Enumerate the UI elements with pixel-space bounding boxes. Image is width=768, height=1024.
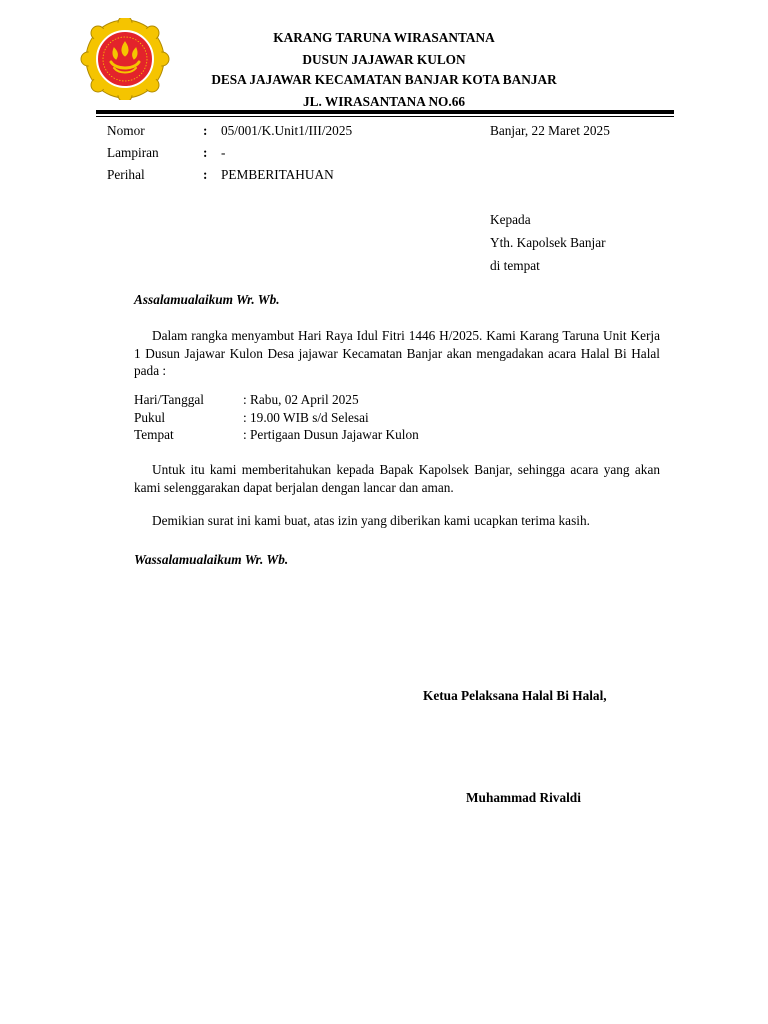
perihal-label: Perihal: [107, 167, 145, 182]
lampiran-colon: :: [203, 145, 208, 160]
event-day-value: : Rabu, 02 April 2025: [243, 392, 359, 407]
recipient-kepada: Kepada: [490, 212, 531, 227]
recipient-place: di tempat: [490, 258, 540, 273]
recipient-name: Yth. Kapolsek Banjar: [490, 235, 606, 250]
signature-title: Ketua Pelaksana Halal Bi Halal,: [423, 688, 607, 703]
body-paragraph-notice: Untuk itu kami memberitahukan kepada Bapak Kapolsek Banjar, sehingga acara yang akan kami selenggarakan dapat berjalan dengan lancar dan aman.: [134, 462, 660, 495]
body-paragraph-intro: Dalam rangka menyambut Hari Raya Idul Fitri 1446 H/2025. Kami Karang Taruna Unit Kerja 1 Dusun Jajawar Kulon Desa jajawar Kecamatan Banjar akan mengadakan acara Halal Bi Halal pada :: [134, 328, 660, 378]
body-paragraph-closing: Demikian surat ini kami buat, atas izin yang diberikan kami ucapkan terima kasih.: [152, 513, 590, 528]
event-time-label: Pukul: [134, 410, 166, 425]
salutation-close: Wassalamualaikum Wr. Wb.: [134, 552, 289, 567]
letterhead-address: JL. WIRASANTANA NO.66: [302, 94, 466, 109]
event-place-label: Tempat: [134, 427, 174, 442]
letterhead-divider-thin: [96, 116, 674, 117]
letterhead-divider-thick: [96, 110, 674, 114]
signature-name: Muhammad Rivaldi: [466, 790, 581, 805]
lampiran-value: -: [221, 145, 226, 160]
event-place-value: : Pertigaan Dusun Jajawar Kulon: [243, 427, 419, 442]
nomor-label: Nomor: [107, 123, 145, 138]
perihal-colon: :: [203, 167, 208, 182]
salutation-open: Assalamualaikum Wr. Wb.: [134, 292, 280, 307]
place-date: Banjar, 22 Maret 2025: [490, 123, 610, 138]
nomor-value: 05/001/K.Unit1/III/2025: [221, 123, 353, 138]
event-day-label: Hari/Tanggal: [134, 392, 204, 407]
perihal-value: PEMBERITAHUAN: [221, 167, 334, 182]
event-time-value: : 19.00 WIB s/d Selesai: [243, 410, 369, 425]
letterhead-village: DESA JAJAWAR KECAMATAN BANJAR KOTA BANJAR: [211, 72, 557, 87]
letterhead-organization: KARANG TARUNA WIRASANTANA: [273, 30, 495, 45]
letterhead-hamlet: DUSUN JAJAWAR KULON: [302, 52, 466, 67]
nomor-colon: :: [203, 123, 208, 138]
lampiran-label: Lampiran: [107, 145, 159, 160]
